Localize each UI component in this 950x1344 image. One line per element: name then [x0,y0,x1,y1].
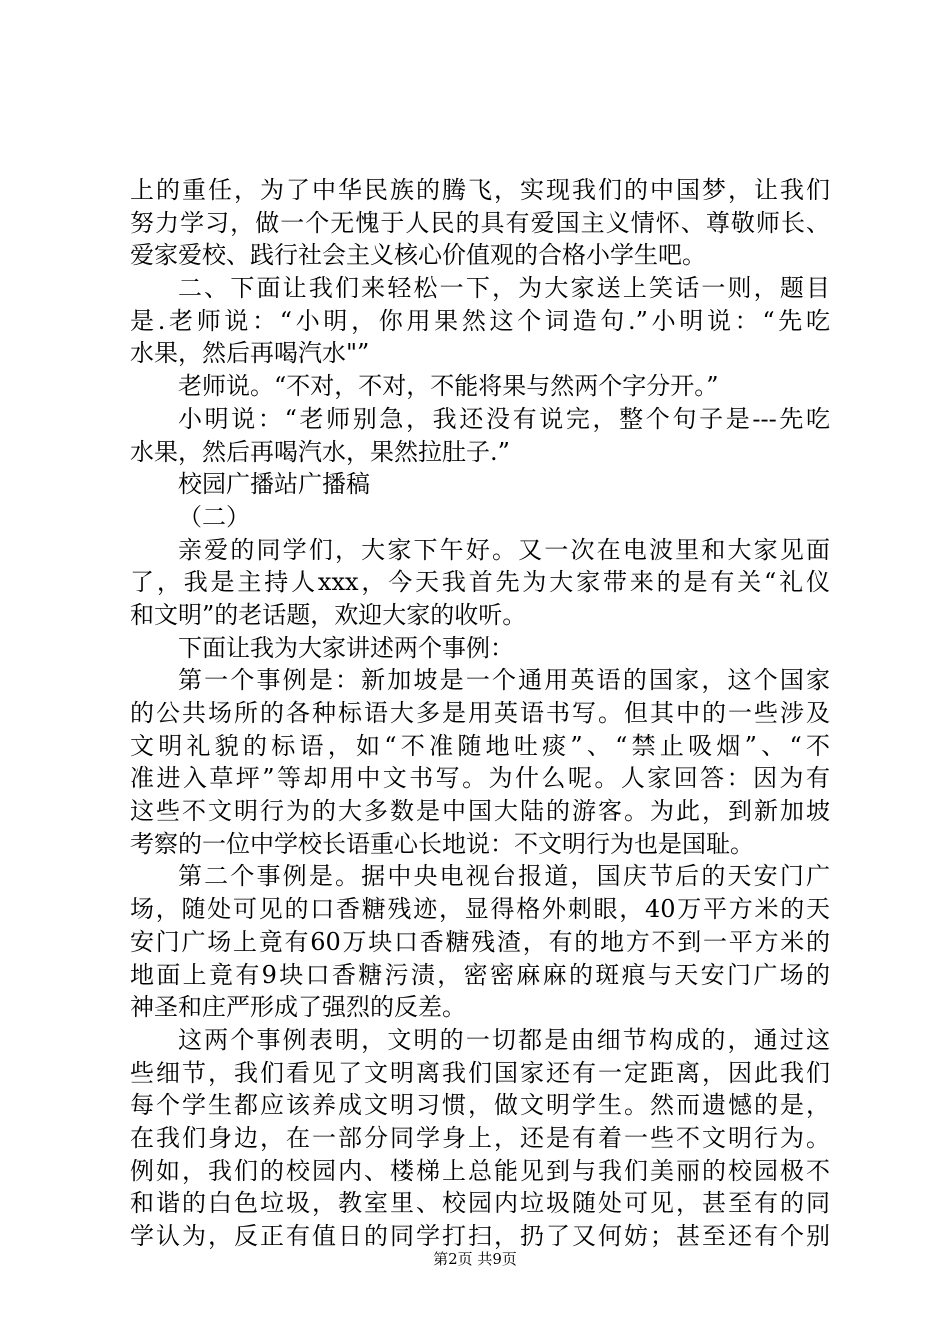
page-footer: 第2页 共9页 [433,1250,517,1268]
text-line: 些细节，我们看见了文明离我们国家还有一定距离，因此我们 [130,1058,830,1087]
text-line: 第一个事例是：新加坡是一个通用英语的国家，这个国家 [178,666,830,695]
text-line: 爱家爱校、践行社会主义核心价值观的合格小学生吧。 [130,241,706,270]
text-line: 水果，然后再喝汽水"” [130,339,370,368]
document-body [130,174,830,1253]
text-line: 的公共场所的各种标语大多是用英语书写。但其中的一些涉及 [130,699,830,727]
text-line: 准进入草坪”等却用中文书写。为什么呢。人家回答：因为有 [130,764,830,793]
text-line: 地面上竟有9块口香糖污渍，密密麻麻的斑痕与天安门广场的 [130,960,830,989]
text-line: 了，我是主持人xxx，今天我首先为大家带来的是有关“礼仪 [130,568,830,597]
text-line: （二） [178,502,250,531]
text-line: 和文明”的老话题，欢迎大家的收听。 [130,600,527,629]
text-line: 小明说：“老师别急，我还没有说完，整个句子是---先吃 [178,404,830,433]
text-line: 是.老师说：“小明，你用果然这个词造句.”小明说：“先吃 [130,306,830,335]
text-line: 例如，我们的校园内、楼梯上总能见到与我们美丽的校园极不 [130,1156,830,1185]
text-line: 下面让我为大家讲述两个事例： [178,633,514,662]
text-line: 老师说。“不对，不对，不能将果与然两个字分开。” [178,372,719,401]
text-line: 水果，然后再喝汽水，果然拉肚子.” [130,437,510,466]
text-line: 在我们身边，在一部分同学身上，还是有着一些不文明行为。 [130,1123,830,1152]
text-line: 神圣和庄严形成了强烈的反差。 [130,993,466,1022]
text-line: 文明礼貌的标语，如“不准随地吐痰”、“禁止吸烟”、“不 [130,731,830,760]
text-line: 每个学生都应该养成文明习惯，做文明学生。然而遗憾的是， [130,1091,830,1120]
text-line: 这两个事例表明，文明的一切都是由细节构成的，通过这 [178,1025,830,1054]
text-line: 安门广场上竟有60万块口香糖残渣，有的地方不到一平方米的 [130,927,830,956]
text-line: 场，随处可见的口香糖残迹，显得格外刺眼，40万平方米的天 [130,895,830,924]
text-line: 和谐的白色垃圾，教室里、校园内垃圾随处可见，甚至有的同 [130,1189,830,1218]
text-line: 亲爱的同学们，大家下午好。又一次在电波里和大家见面 [178,535,830,564]
text-line: 学认为，反正有值日的同学打扫，扔了又何妨；甚至还有个别 [130,1222,830,1250]
text-line: 这些不文明行为的大多数是中国大陆的游客。为此，到新加坡 [130,797,830,826]
text-line: 第二个事例是。据中央电视台报道，国庆节后的天安门广 [178,862,830,891]
text-line: 努力学习，做一个无愧于人民的具有爱国主义情怀、尊敬师长、 [130,208,830,237]
text-line: 上的重任，为了中华民族的腾飞，实现我们的中国梦，让我们 [130,176,830,204]
text-line: 校园广播站广播稿 [178,470,370,499]
text-line: 二、下面让我们来轻松一下，为大家送上笑话一则，题目 [178,274,830,303]
text-line: 考察的一位中学校长语重心长地说：不文明行为也是国耻。 [130,829,754,858]
